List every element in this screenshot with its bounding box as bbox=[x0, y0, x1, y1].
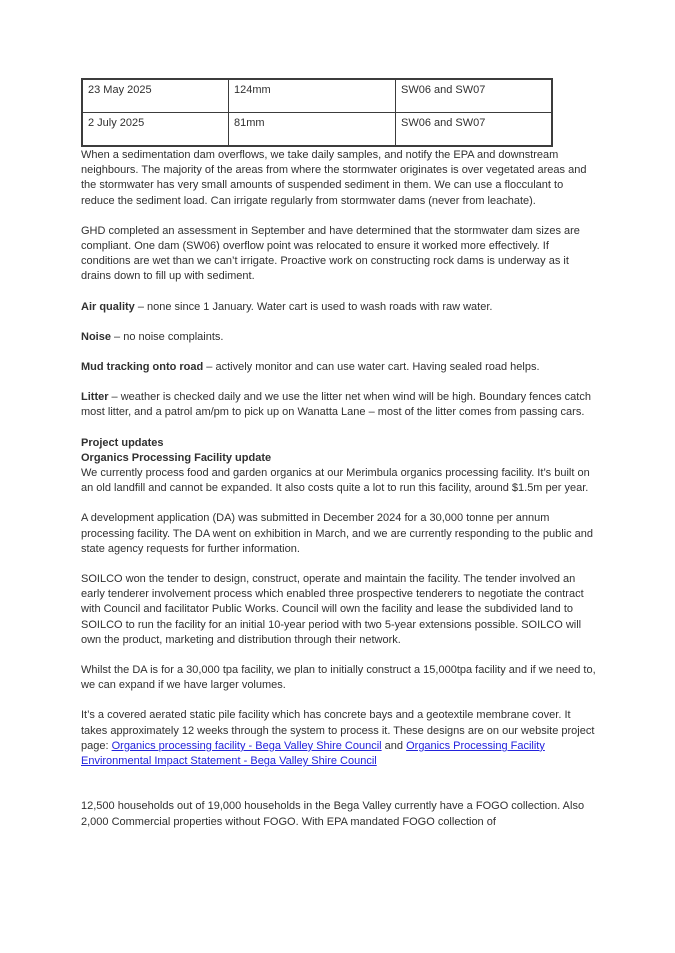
document-body bbox=[81, 148, 597, 845]
bold-lead-text: Litter bbox=[81, 391, 109, 404]
text-run: 12,500 households out of 19,000 households in the Bega Valley currently have a FOGO collection. Also 2,000 Commercial properties without FOGO. With EPA mandated FOGO collection of bbox=[81, 800, 585, 828]
text-run: – actively monitor and can use water cart. Having sealed road helps. bbox=[203, 361, 540, 374]
para-whilst-da bbox=[81, 663, 597, 693]
bold-lead-text: Organics Processing Facility update bbox=[81, 451, 272, 464]
bold-lead-text: Mud tracking onto road bbox=[81, 361, 204, 374]
table-cell: SW06 and SW07 bbox=[396, 79, 553, 113]
para-air-quality bbox=[81, 300, 597, 315]
para-merimbula-facility bbox=[81, 466, 597, 496]
para-noise bbox=[81, 330, 597, 345]
text-run: When a sedimentation dam overflows, we take daily samples, and notify the EPA and downstream neighbours. The majority of the areas from where the stormwater originates is over vegetated areas and the stormwater has very small amounts of suspended sediment in them. We can use a flocculant to reduce the sediment load. Can irrigate regularly from stormwater dams (never from leachate). bbox=[81, 149, 587, 207]
heading-organics-processing-facility-update bbox=[81, 451, 597, 466]
para-mud-tracking bbox=[81, 360, 597, 375]
para-ghd-assessment bbox=[81, 224, 597, 285]
para-fogo-households bbox=[81, 799, 597, 829]
table-cell: 124mm bbox=[229, 79, 396, 113]
table-row bbox=[82, 113, 552, 147]
para-covered-aerated-facility bbox=[81, 708, 597, 769]
table-cell: 2 July 2025 bbox=[82, 113, 229, 147]
para-sedimentation-dam bbox=[81, 148, 597, 209]
rainfall-overflow-table-body bbox=[82, 79, 552, 146]
para-soilco-tender bbox=[81, 572, 597, 648]
para-litter bbox=[81, 390, 597, 420]
text-run: – weather is checked daily and we use the litter net when wind will be high. Boundary fences catch most litter, and a patrol am/pm to pick up on Wanatta Lane – most of the litter comes from passing cars. bbox=[81, 391, 591, 419]
text-run: SOILCO won the tender to design, construct, operate and maintain the facility. The tender involved an early tenderer involvement process which enabled three prospective tenderers to negotiate the contract with Council and facilitator Public Works. Council will own the facility and lease the subdivided land to SOILCO to run the facility for an initial 10-year period with two 5-year extensions possible. SOILCO will own the product, marketing and distribution through their network. bbox=[81, 573, 584, 646]
text-run: GHD completed an assessment in September and have determined that the stormwater dam sizes are compliant. One dam (SW06) overflow point was relocated to ensure it worked more effectively. If conditions are wet than we can’t irrigate. Proactive work on constructing rock dams is underway as it drains down to fill up with sediment. bbox=[81, 224, 580, 283]
table-cell: SW06 and SW07 bbox=[396, 113, 553, 147]
para-development-application bbox=[81, 511, 597, 557]
text-run: It’s a covered aerated static pile facility which has concrete bays and a geotextile membrane cover. It takes approximately 12 weeks through the system to process it. These designs are on our website project page: bbox=[81, 709, 595, 752]
text-run: – no noise complaints. bbox=[110, 330, 224, 343]
text-run: and bbox=[381, 739, 407, 752]
bold-lead-text: Project updates bbox=[81, 436, 164, 449]
table-row bbox=[82, 79, 552, 113]
hyperlink[interactable]: Organics Processing Facility Environmental Impact Statement - Bega Valley Shire Council bbox=[81, 739, 545, 768]
text-run: – none since 1 January. Water cart is used to wash roads with raw water. bbox=[134, 300, 493, 313]
table-cell: 81mm bbox=[229, 113, 396, 147]
table-cell: 23 May 2025 bbox=[82, 79, 229, 113]
text-run: We currently process food and garden organics at our Merimbula organics processing facility. It’s built on an old landfill and cannot be expanded. It also costs quite a lot to run this facility, around $1.5m per year. bbox=[81, 467, 590, 495]
bold-lead-text: Noise bbox=[81, 330, 111, 343]
heading-project-updates bbox=[81, 436, 597, 451]
text-run: A development application (DA) was submitted in December 2024 for a 30,000 tonne per annum processing facility. The DA went on exhibition in March, and we are currently responding to the public and state agency requests for further information. bbox=[81, 512, 593, 555]
bold-lead-text: Air quality bbox=[81, 300, 135, 313]
text-run: Whilst the DA is for a 30,000 tpa facility, we plan to initially construct a 15,000tpa facility and if we need to, we can expand if we have larger volumes. bbox=[81, 664, 596, 692]
hyperlink[interactable]: Organics processing facility - Bega Valley Shire Council bbox=[111, 739, 382, 752]
rainfall-overflow-table bbox=[81, 78, 553, 147]
